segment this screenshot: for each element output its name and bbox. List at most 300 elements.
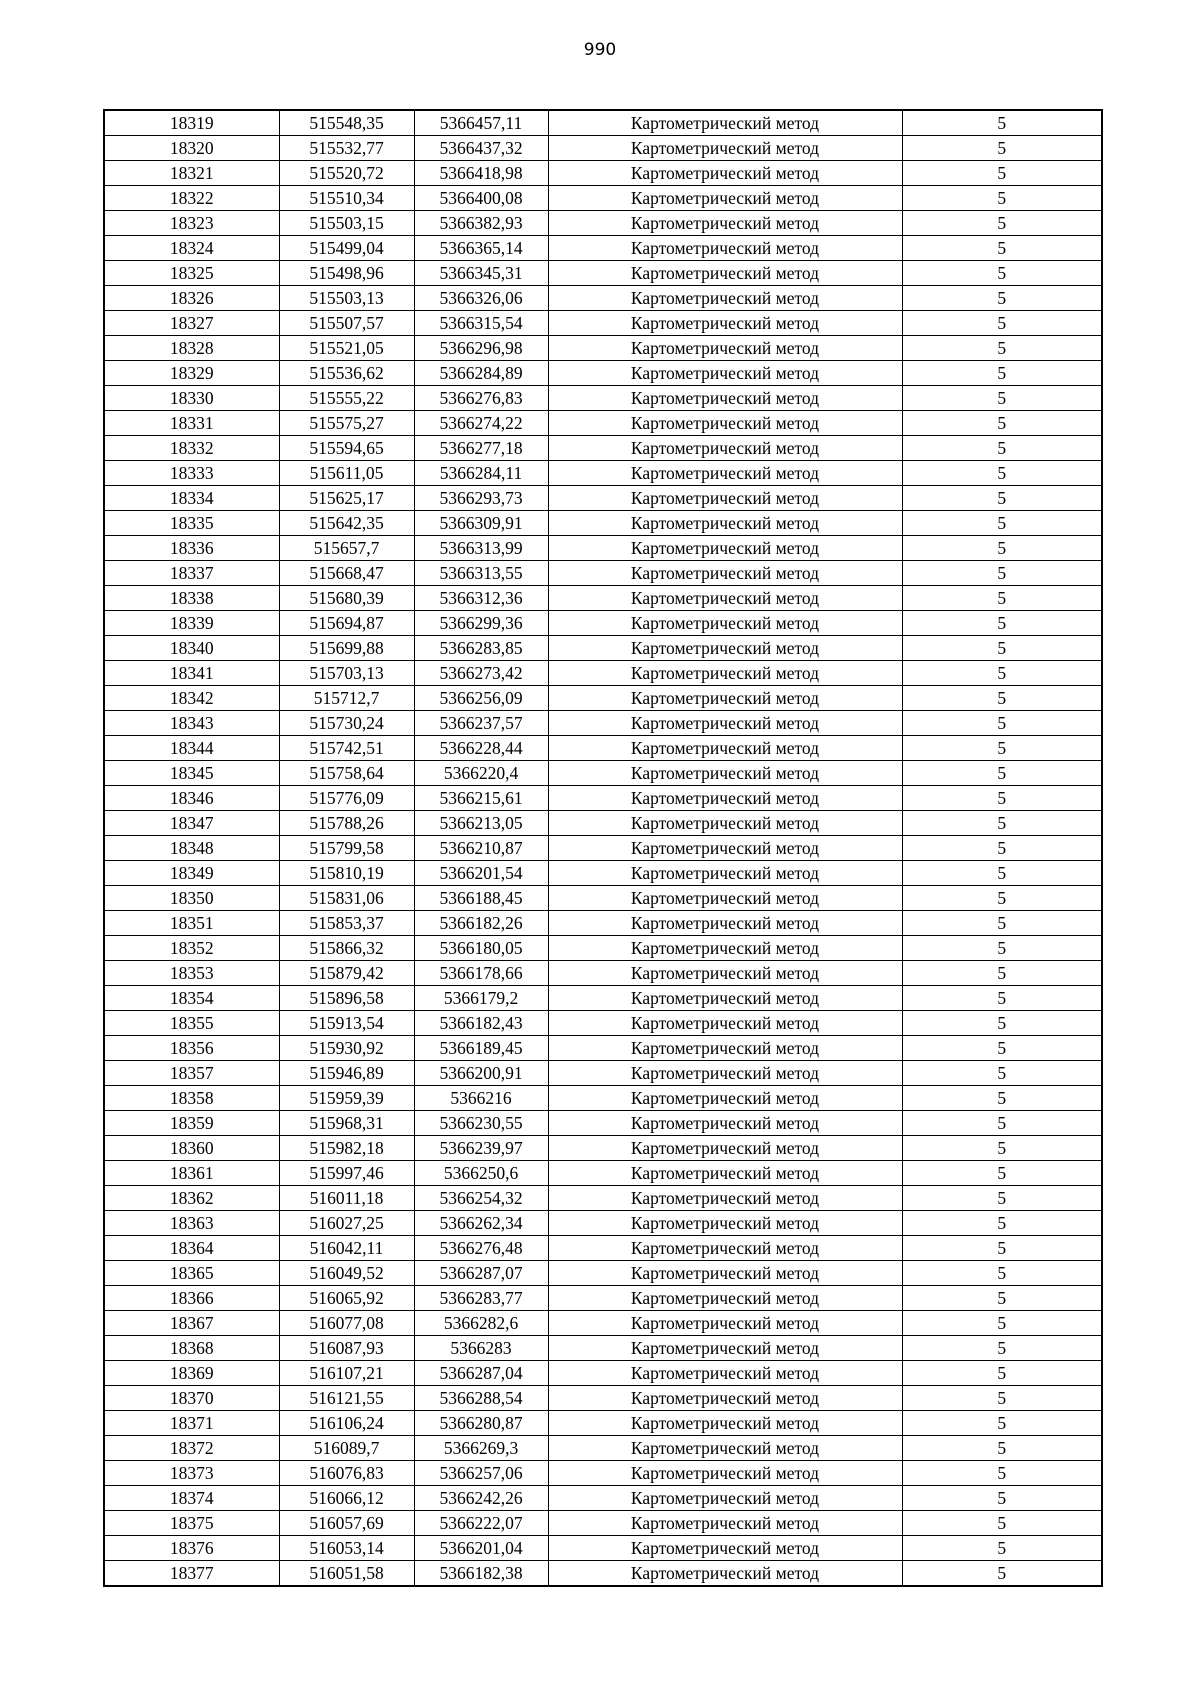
table-row (104, 911, 1102, 936)
y-coordinate-cell: 5366400,08 (414, 186, 548, 211)
y-coordinate-cell: 5366283 (414, 1336, 548, 1361)
point-number-cell: 18356 (104, 1036, 279, 1061)
point-number-cell: 18324 (104, 236, 279, 261)
table-row (104, 411, 1102, 436)
method-cell: Картометрический метод (548, 361, 902, 386)
point-number-cell: 18376 (104, 1536, 279, 1561)
y-coordinate-cell: 5366299,36 (414, 611, 548, 636)
x-coordinate-cell: 516053,14 (279, 1536, 414, 1561)
table-row (104, 1511, 1102, 1536)
method-cell: Картометрический метод (548, 1411, 902, 1436)
point-number-cell: 18346 (104, 786, 279, 811)
table-row (104, 561, 1102, 586)
x-coordinate-cell: 515913,54 (279, 1011, 414, 1036)
point-number-cell: 18364 (104, 1236, 279, 1261)
y-coordinate-cell: 5366293,73 (414, 486, 548, 511)
method-cell: Картометрический метод (548, 211, 902, 236)
table-row (104, 1486, 1102, 1511)
method-cell: Картометрический метод (548, 1136, 902, 1161)
point-number-cell: 18347 (104, 811, 279, 836)
y-coordinate-cell: 5366239,97 (414, 1136, 548, 1161)
point-number-cell: 18341 (104, 661, 279, 686)
method-cell: Картометрический метод (548, 1036, 902, 1061)
x-coordinate-cell: 515853,37 (279, 911, 414, 936)
point-number-cell: 18358 (104, 1086, 279, 1111)
table-row (104, 1011, 1102, 1036)
y-coordinate-cell: 5366284,11 (414, 461, 548, 486)
x-coordinate-cell: 515575,27 (279, 411, 414, 436)
x-coordinate-cell: 515507,57 (279, 311, 414, 336)
point-number-cell: 18327 (104, 311, 279, 336)
table-row (104, 236, 1102, 261)
x-coordinate-cell: 516107,21 (279, 1361, 414, 1386)
table-row (104, 936, 1102, 961)
table-row (104, 586, 1102, 611)
x-coordinate-cell: 515532,77 (279, 136, 414, 161)
accuracy-cell: 5 (902, 811, 1102, 836)
y-coordinate-cell: 5366283,85 (414, 636, 548, 661)
accuracy-cell: 5 (902, 1286, 1102, 1311)
point-number-cell: 18320 (104, 136, 279, 161)
point-number-cell: 18339 (104, 611, 279, 636)
table-row (104, 361, 1102, 386)
method-cell: Картометрический метод (548, 1511, 902, 1536)
y-coordinate-cell: 5366418,98 (414, 161, 548, 186)
method-cell: Картометрический метод (548, 711, 902, 736)
method-cell: Картометрический метод (548, 1211, 902, 1236)
table-row (104, 511, 1102, 536)
point-number-cell: 18374 (104, 1486, 279, 1511)
y-coordinate-cell: 5366201,54 (414, 861, 548, 886)
x-coordinate-cell: 515657,7 (279, 536, 414, 561)
table-row (104, 1311, 1102, 1336)
y-coordinate-cell: 5366178,66 (414, 961, 548, 986)
x-coordinate-cell: 516087,93 (279, 1336, 414, 1361)
point-number-cell: 18329 (104, 361, 279, 386)
accuracy-cell: 5 (902, 1261, 1102, 1286)
accuracy-cell: 5 (902, 1136, 1102, 1161)
x-coordinate-cell: 515611,05 (279, 461, 414, 486)
accuracy-cell: 5 (902, 936, 1102, 961)
x-coordinate-cell: 515831,06 (279, 886, 414, 911)
method-cell: Картометрический метод (548, 1061, 902, 1086)
x-coordinate-cell: 515799,58 (279, 836, 414, 861)
method-cell: Картометрический метод (548, 261, 902, 286)
table-row (104, 1061, 1102, 1086)
y-coordinate-cell: 5366457,11 (414, 110, 548, 136)
y-coordinate-cell: 5366276,83 (414, 386, 548, 411)
table-row (104, 286, 1102, 311)
method-cell: Картометрический метод (548, 186, 902, 211)
table-row (104, 1261, 1102, 1286)
method-cell: Картометрический метод (548, 561, 902, 586)
y-coordinate-cell: 5366280,87 (414, 1411, 548, 1436)
point-number-cell: 18363 (104, 1211, 279, 1236)
accuracy-cell: 5 (902, 236, 1102, 261)
accuracy-cell: 5 (902, 1386, 1102, 1411)
point-number-cell: 18357 (104, 1061, 279, 1086)
x-coordinate-cell: 515694,87 (279, 611, 414, 636)
method-cell: Картометрический метод (548, 386, 902, 411)
page-number: 990 (583, 40, 617, 60)
table-row (104, 161, 1102, 186)
y-coordinate-cell: 5366437,32 (414, 136, 548, 161)
point-number-cell: 18351 (104, 911, 279, 936)
y-coordinate-cell: 5366309,91 (414, 511, 548, 536)
point-number-cell: 18359 (104, 1111, 279, 1136)
x-coordinate-cell: 516066,12 (279, 1486, 414, 1511)
point-number-cell: 18373 (104, 1461, 279, 1486)
y-coordinate-cell: 5366273,42 (414, 661, 548, 686)
y-coordinate-cell: 5366250,6 (414, 1161, 548, 1186)
accuracy-cell: 5 (902, 211, 1102, 236)
x-coordinate-cell: 515959,39 (279, 1086, 414, 1111)
table-row (104, 1111, 1102, 1136)
method-cell: Картометрический метод (548, 686, 902, 711)
y-coordinate-cell: 5366228,44 (414, 736, 548, 761)
x-coordinate-cell: 516089,7 (279, 1436, 414, 1461)
accuracy-cell: 5 (902, 1086, 1102, 1111)
accuracy-cell: 5 (902, 961, 1102, 986)
point-number-cell: 18355 (104, 1011, 279, 1036)
table-row (104, 1036, 1102, 1061)
table-row (104, 1461, 1102, 1486)
point-number-cell: 18361 (104, 1161, 279, 1186)
y-coordinate-cell: 5366182,38 (414, 1561, 548, 1587)
accuracy-cell: 5 (902, 386, 1102, 411)
accuracy-cell: 5 (902, 736, 1102, 761)
table-row (104, 461, 1102, 486)
x-coordinate-cell: 515997,46 (279, 1161, 414, 1186)
method-cell: Картометрический метод (548, 1186, 902, 1211)
table-row (104, 186, 1102, 211)
x-coordinate-cell: 515703,13 (279, 661, 414, 686)
table-row (104, 386, 1102, 411)
accuracy-cell: 5 (902, 1436, 1102, 1461)
table-row (104, 636, 1102, 661)
table-row (104, 1411, 1102, 1436)
y-coordinate-cell: 5366326,06 (414, 286, 548, 311)
y-coordinate-cell: 5366215,61 (414, 786, 548, 811)
method-cell: Картометрический метод (548, 1536, 902, 1561)
accuracy-cell: 5 (902, 1561, 1102, 1587)
x-coordinate-cell: 515625,17 (279, 486, 414, 511)
method-cell: Картометрический метод (548, 1486, 902, 1511)
x-coordinate-cell: 515946,89 (279, 1061, 414, 1086)
method-cell: Картометрический метод (548, 986, 902, 1011)
accuracy-cell: 5 (902, 161, 1102, 186)
table-row (104, 1436, 1102, 1461)
point-number-cell: 18370 (104, 1386, 279, 1411)
x-coordinate-cell: 515503,15 (279, 211, 414, 236)
method-cell: Картометрический метод (548, 611, 902, 636)
table-row (104, 1186, 1102, 1211)
table-row (104, 661, 1102, 686)
x-coordinate-cell: 515730,24 (279, 711, 414, 736)
point-number-cell: 18368 (104, 1336, 279, 1361)
method-cell: Картометрический метод (548, 511, 902, 536)
y-coordinate-cell: 5366182,26 (414, 911, 548, 936)
accuracy-cell: 5 (902, 411, 1102, 436)
point-number-cell: 18325 (104, 261, 279, 286)
method-cell: Картометрический метод (548, 786, 902, 811)
point-number-cell: 18326 (104, 286, 279, 311)
x-coordinate-cell: 515536,62 (279, 361, 414, 386)
table-row (104, 736, 1102, 761)
method-cell: Картометрический метод (548, 661, 902, 686)
x-coordinate-cell: 516077,08 (279, 1311, 414, 1336)
y-coordinate-cell: 5366313,55 (414, 561, 548, 586)
point-number-cell: 18354 (104, 986, 279, 1011)
point-number-cell: 18371 (104, 1411, 279, 1436)
y-coordinate-cell: 5366269,3 (414, 1436, 548, 1461)
accuracy-cell: 5 (902, 1336, 1102, 1361)
method-cell: Картометрический метод (548, 411, 902, 436)
coordinates-table-body (104, 110, 1102, 1586)
y-coordinate-cell: 5366312,36 (414, 586, 548, 611)
x-coordinate-cell: 516027,25 (279, 1211, 414, 1236)
table-row (104, 1136, 1102, 1161)
accuracy-cell: 5 (902, 711, 1102, 736)
method-cell: Картометрический метод (548, 1236, 902, 1261)
method-cell: Картометрический метод (548, 1461, 902, 1486)
y-coordinate-cell: 5366262,34 (414, 1211, 548, 1236)
method-cell: Картометрический метод (548, 811, 902, 836)
point-number-cell: 18352 (104, 936, 279, 961)
y-coordinate-cell: 5366256,09 (414, 686, 548, 711)
table-row (104, 1361, 1102, 1386)
y-coordinate-cell: 5366180,05 (414, 936, 548, 961)
x-coordinate-cell: 515668,47 (279, 561, 414, 586)
x-coordinate-cell: 516051,58 (279, 1561, 414, 1587)
accuracy-cell: 5 (902, 761, 1102, 786)
method-cell: Картометрический метод (548, 936, 902, 961)
table-row (104, 811, 1102, 836)
accuracy-cell: 5 (902, 1186, 1102, 1211)
x-coordinate-cell: 516106,24 (279, 1411, 414, 1436)
point-number-cell: 18333 (104, 461, 279, 486)
point-number-cell: 18322 (104, 186, 279, 211)
y-coordinate-cell: 5366200,91 (414, 1061, 548, 1086)
method-cell: Картометрический метод (548, 1161, 902, 1186)
point-number-cell: 18348 (104, 836, 279, 861)
point-number-cell: 18319 (104, 110, 279, 136)
accuracy-cell: 5 (902, 461, 1102, 486)
y-coordinate-cell: 5366254,32 (414, 1186, 548, 1211)
accuracy-cell: 5 (902, 336, 1102, 361)
accuracy-cell: 5 (902, 911, 1102, 936)
point-number-cell: 18338 (104, 586, 279, 611)
table-row (104, 211, 1102, 236)
x-coordinate-cell: 515776,09 (279, 786, 414, 811)
y-coordinate-cell: 5366213,05 (414, 811, 548, 836)
y-coordinate-cell: 5366277,18 (414, 436, 548, 461)
table-row (104, 1161, 1102, 1186)
table-row (104, 961, 1102, 986)
y-coordinate-cell: 5366284,89 (414, 361, 548, 386)
point-number-cell: 18375 (104, 1511, 279, 1536)
accuracy-cell: 5 (902, 261, 1102, 286)
point-number-cell: 18350 (104, 886, 279, 911)
x-coordinate-cell: 516057,69 (279, 1511, 414, 1536)
accuracy-cell: 5 (902, 586, 1102, 611)
y-coordinate-cell: 5366237,57 (414, 711, 548, 736)
point-number-cell: 18349 (104, 861, 279, 886)
y-coordinate-cell: 5366188,45 (414, 886, 548, 911)
point-number-cell: 18367 (104, 1311, 279, 1336)
method-cell: Картометрический метод (548, 136, 902, 161)
accuracy-cell: 5 (902, 1036, 1102, 1061)
accuracy-cell: 5 (902, 511, 1102, 536)
accuracy-cell: 5 (902, 661, 1102, 686)
method-cell: Картометрический метод (548, 961, 902, 986)
table-row (104, 1561, 1102, 1587)
point-number-cell: 18369 (104, 1361, 279, 1386)
method-cell: Картометрический метод (548, 1361, 902, 1386)
accuracy-cell: 5 (902, 1511, 1102, 1536)
method-cell: Картометрический метод (548, 286, 902, 311)
table-row (104, 261, 1102, 286)
method-cell: Картометрический метод (548, 1261, 902, 1286)
accuracy-cell: 5 (902, 1486, 1102, 1511)
point-number-cell: 18377 (104, 1561, 279, 1587)
point-number-cell: 18335 (104, 511, 279, 536)
y-coordinate-cell: 5366276,48 (414, 1236, 548, 1261)
accuracy-cell: 5 (902, 1161, 1102, 1186)
point-number-cell: 18344 (104, 736, 279, 761)
accuracy-cell: 5 (902, 786, 1102, 811)
x-coordinate-cell: 515742,51 (279, 736, 414, 761)
accuracy-cell: 5 (902, 886, 1102, 911)
x-coordinate-cell: 515758,64 (279, 761, 414, 786)
x-coordinate-cell: 515879,42 (279, 961, 414, 986)
y-coordinate-cell: 5366274,22 (414, 411, 548, 436)
point-number-cell: 18372 (104, 1436, 279, 1461)
accuracy-cell: 5 (902, 1461, 1102, 1486)
y-coordinate-cell: 5366189,45 (414, 1036, 548, 1061)
x-coordinate-cell: 516065,92 (279, 1286, 414, 1311)
table-row (104, 886, 1102, 911)
accuracy-cell: 5 (902, 561, 1102, 586)
accuracy-cell: 5 (902, 311, 1102, 336)
point-number-cell: 18365 (104, 1261, 279, 1286)
x-coordinate-cell: 515699,88 (279, 636, 414, 661)
table-row (104, 1536, 1102, 1561)
y-coordinate-cell: 5366288,54 (414, 1386, 548, 1411)
y-coordinate-cell: 5366313,99 (414, 536, 548, 561)
y-coordinate-cell: 5366287,07 (414, 1261, 548, 1286)
x-coordinate-cell: 515642,35 (279, 511, 414, 536)
method-cell: Картометрический метод (548, 1311, 902, 1336)
x-coordinate-cell: 515594,65 (279, 436, 414, 461)
y-coordinate-cell: 5366242,26 (414, 1486, 548, 1511)
accuracy-cell: 5 (902, 611, 1102, 636)
accuracy-cell: 5 (902, 136, 1102, 161)
accuracy-cell: 5 (902, 686, 1102, 711)
y-coordinate-cell: 5366210,87 (414, 836, 548, 861)
table-row (104, 1086, 1102, 1111)
table-row (104, 486, 1102, 511)
y-coordinate-cell: 5366315,54 (414, 311, 548, 336)
method-cell: Картометрический метод (548, 436, 902, 461)
y-coordinate-cell: 5366287,04 (414, 1361, 548, 1386)
accuracy-cell: 5 (902, 110, 1102, 136)
x-coordinate-cell: 515810,19 (279, 861, 414, 886)
point-number-cell: 18330 (104, 386, 279, 411)
table-row (104, 436, 1102, 461)
y-coordinate-cell: 5366201,04 (414, 1536, 548, 1561)
point-number-cell: 18337 (104, 561, 279, 586)
accuracy-cell: 5 (902, 1311, 1102, 1336)
x-coordinate-cell: 515499,04 (279, 236, 414, 261)
table-row (104, 311, 1102, 336)
method-cell: Картометрический метод (548, 311, 902, 336)
y-coordinate-cell: 5366345,31 (414, 261, 548, 286)
accuracy-cell: 5 (902, 1061, 1102, 1086)
x-coordinate-cell: 515521,05 (279, 336, 414, 361)
x-coordinate-cell: 515510,34 (279, 186, 414, 211)
point-number-cell: 18331 (104, 411, 279, 436)
method-cell: Картометрический метод (548, 161, 902, 186)
x-coordinate-cell: 515968,31 (279, 1111, 414, 1136)
method-cell: Картометрический метод (548, 636, 902, 661)
x-coordinate-cell: 515680,39 (279, 586, 414, 611)
x-coordinate-cell: 515930,92 (279, 1036, 414, 1061)
accuracy-cell: 5 (902, 1536, 1102, 1561)
table-row (104, 536, 1102, 561)
accuracy-cell: 5 (902, 1111, 1102, 1136)
method-cell: Картометрический метод (548, 236, 902, 261)
method-cell: Картометрический метод (548, 586, 902, 611)
method-cell: Картометрический метод (548, 461, 902, 486)
y-coordinate-cell: 5366222,07 (414, 1511, 548, 1536)
table-row (104, 1386, 1102, 1411)
method-cell: Картометрический метод (548, 486, 902, 511)
x-coordinate-cell: 515548,35 (279, 110, 414, 136)
table-row (104, 986, 1102, 1011)
table-row (104, 786, 1102, 811)
method-cell: Картометрический метод (548, 536, 902, 561)
x-coordinate-cell: 516011,18 (279, 1186, 414, 1211)
method-cell: Картометрический метод (548, 886, 902, 911)
x-coordinate-cell: 515520,72 (279, 161, 414, 186)
method-cell: Картометрический метод (548, 336, 902, 361)
point-number-cell: 18360 (104, 1136, 279, 1161)
y-coordinate-cell: 5366182,43 (414, 1011, 548, 1036)
table-row (104, 1336, 1102, 1361)
x-coordinate-cell: 515712,7 (279, 686, 414, 711)
table-row (104, 1211, 1102, 1236)
x-coordinate-cell: 515498,96 (279, 261, 414, 286)
method-cell: Картометрический метод (548, 1286, 902, 1311)
x-coordinate-cell: 516121,55 (279, 1386, 414, 1411)
method-cell: Картометрический метод (548, 861, 902, 886)
x-coordinate-cell: 515866,32 (279, 936, 414, 961)
x-coordinate-cell: 515555,22 (279, 386, 414, 411)
accuracy-cell: 5 (902, 536, 1102, 561)
accuracy-cell: 5 (902, 836, 1102, 861)
accuracy-cell: 5 (902, 636, 1102, 661)
point-number-cell: 18334 (104, 486, 279, 511)
accuracy-cell: 5 (902, 986, 1102, 1011)
table-row (104, 711, 1102, 736)
x-coordinate-cell: 515788,26 (279, 811, 414, 836)
y-coordinate-cell: 5366296,98 (414, 336, 548, 361)
table-row (104, 836, 1102, 861)
accuracy-cell: 5 (902, 1236, 1102, 1261)
method-cell: Картометрический метод (548, 1011, 902, 1036)
y-coordinate-cell: 5366216 (414, 1086, 548, 1111)
